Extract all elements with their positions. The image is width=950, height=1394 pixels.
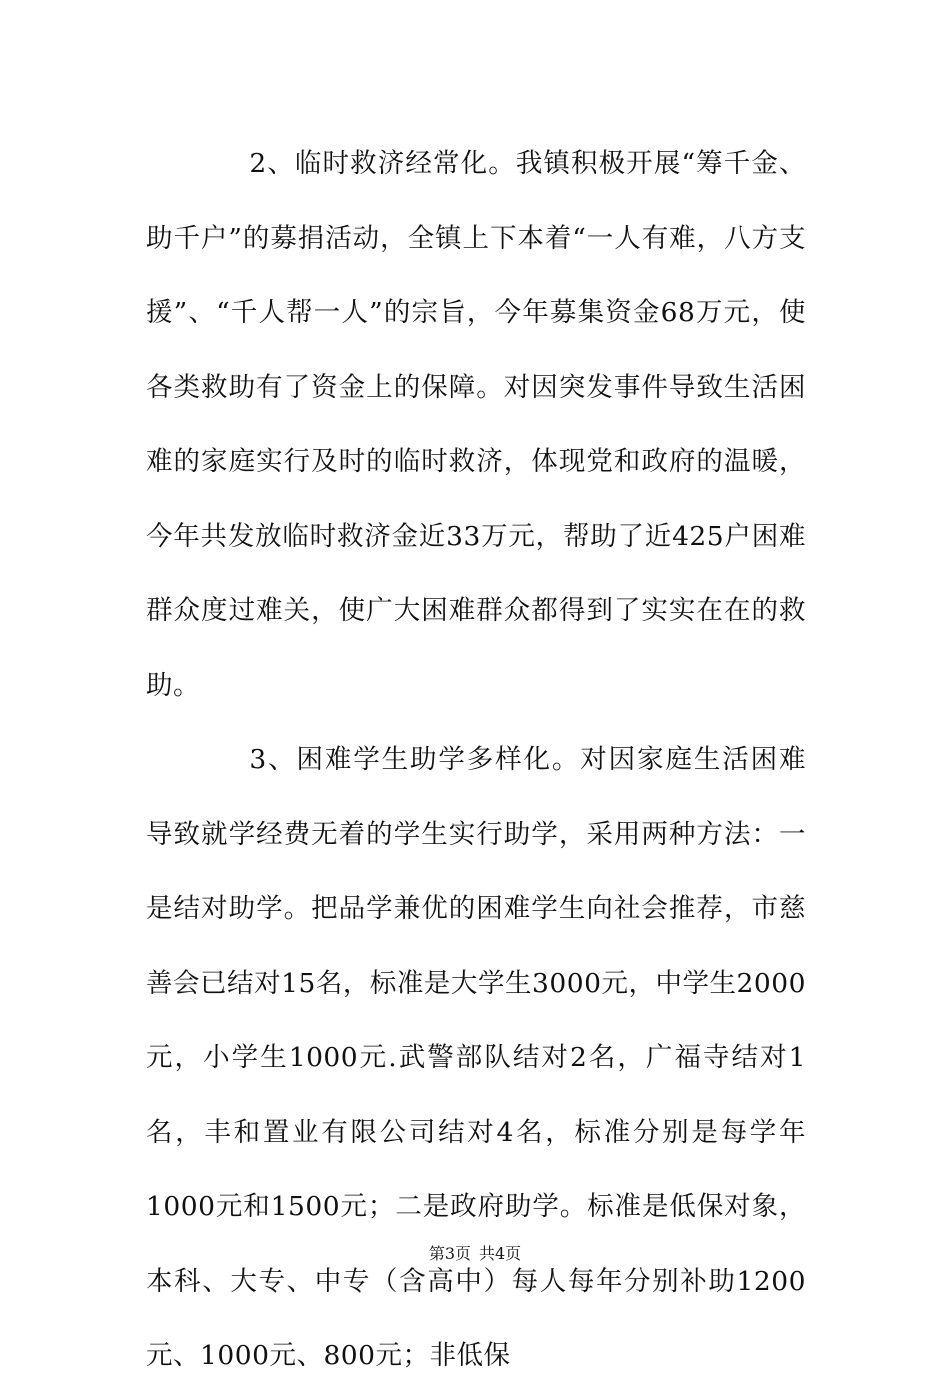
document-body <box>146 127 806 1394</box>
paragraph-student-aid: 3、困难学生助学多样化。对因家庭生活困难导致就学经费无着的学生实行助学，采用两种方法：一是结对助学。把品学兼优的困难学生向社会推荐，市慈善会已结对15名，标准是大学生3000元，中学生2000元，小学生1000元.武警部队结对2名，广福寺结对1名，丰和置业有限公司结对4名，标准分别是每学年1000元和1500元；二是政府助学。标准是低保对象，本科、大专、中专（含高中）每人每年分别补助1200元、1000元、800元；非低保 <box>146 744 806 1371</box>
page-footer <box>0 1241 950 1264</box>
page-total: 共4页 <box>479 1244 522 1263</box>
page-number: 第3页 <box>428 1244 471 1263</box>
paragraph-temporary-relief: 2、临时救济经常化。我镇积极开展“筹千金、助千户”的募捐活动，全镇上下本着“一人有难，八方支援”、“千人帮一人”的宗旨，今年募集资金68万元，使各类救助有了资金上的保障。对因突发事件导致生活困难的家庭实行及时的临时救济，体现党和政府的温暖，今年共发放临时救济金近33万元，帮助了近425户困难群众度过难关，使广大困难群众都得到了实实在在的救助。 <box>146 148 806 701</box>
